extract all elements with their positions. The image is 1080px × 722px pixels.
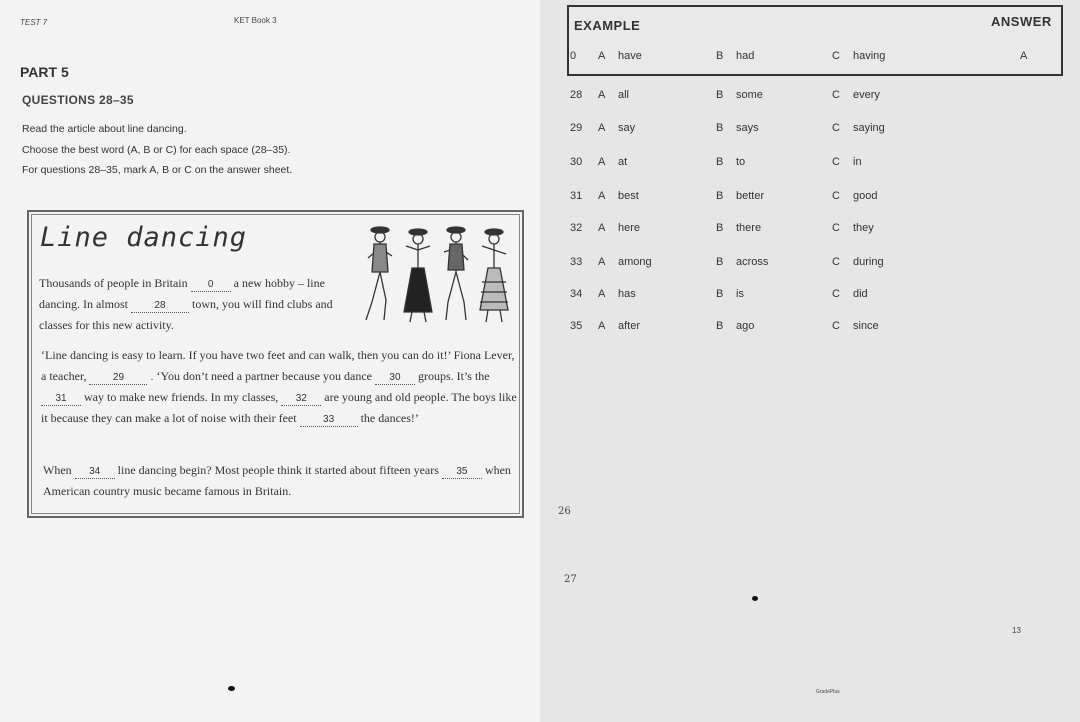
question-row — [570, 256, 1050, 276]
question-row — [570, 288, 1050, 308]
option-letter: A — [598, 122, 606, 134]
gap-29: 29 — [89, 372, 147, 385]
question-number: 30 — [570, 156, 583, 168]
article-paragraph — [41, 345, 517, 429]
text-run: Thousands of people in Britain — [39, 276, 191, 290]
question-row — [570, 222, 1050, 242]
test-label: TEST 7 — [20, 18, 48, 27]
question-row — [570, 190, 1050, 210]
option-letter: B — [716, 256, 724, 268]
text-run: way to make new friends. In my classes, — [81, 390, 282, 404]
option-c: they — [853, 222, 874, 234]
margin-mark: 26 — [558, 506, 571, 517]
text-run: a new hobby – line dancing. In almost — [39, 276, 325, 311]
gap-32: 32 — [281, 393, 321, 406]
margin-mark: 27 — [564, 574, 577, 585]
option-letter: B — [716, 222, 724, 234]
line-dancers-illustration — [356, 222, 516, 328]
option-letter: A — [598, 50, 606, 62]
question-number: 32 — [570, 222, 583, 234]
ink-dot — [228, 686, 235, 691]
option-letter: B — [716, 89, 724, 101]
option-a: among — [618, 256, 652, 268]
question-number: 31 — [570, 190, 583, 202]
option-c: having — [853, 50, 886, 62]
part-title: PART 5 — [20, 64, 69, 80]
option-c: during — [853, 256, 884, 268]
text-run: when American country music became famous in Britain. — [43, 463, 511, 498]
option-letter: C — [832, 156, 840, 168]
option-c: saying — [853, 122, 885, 134]
option-a: after — [618, 320, 641, 332]
example-row — [570, 50, 1050, 70]
option-letter: C — [832, 89, 840, 101]
option-letter: B — [716, 156, 724, 168]
question-row — [570, 320, 1050, 340]
question-row — [570, 89, 1050, 109]
option-b: better — [736, 190, 765, 202]
text-run: town, you will find clubs and classes for this new activity. — [39, 297, 333, 332]
option-letter: A — [598, 190, 606, 202]
option-letter: A — [598, 288, 606, 300]
article-title: Line dancing — [40, 222, 248, 253]
instruction-line: Read the article about line dancing. — [22, 123, 187, 135]
question-number: 0 — [570, 50, 577, 62]
option-letter: B — [716, 50, 724, 62]
option-a: at — [618, 156, 628, 168]
option-letter: B — [716, 122, 724, 134]
option-letter: B — [716, 190, 724, 202]
option-b: ago — [736, 320, 755, 332]
text-run: the dances!’ — [357, 411, 419, 425]
gap-31: 31 — [41, 393, 81, 406]
option-letter: C — [832, 222, 840, 234]
option-letter: B — [716, 320, 724, 332]
option-b: had — [736, 50, 755, 62]
question-row — [570, 122, 1050, 142]
gap-34: 34 — [75, 466, 115, 479]
option-b: says — [736, 122, 759, 134]
text-run: line dancing begin? Most people think it started about fifteen years — [114, 463, 442, 477]
option-letter: A — [598, 222, 606, 234]
text-run: . ‘You don’t need a partner because you dance — [147, 369, 375, 383]
option-c: good — [853, 190, 878, 202]
option-a: all — [618, 89, 630, 101]
option-c: did — [853, 288, 868, 300]
option-c: every — [853, 89, 880, 101]
text-run: are young and old people. The boys like it because they can make a lot of noise with their feet — [41, 390, 517, 425]
option-a: best — [618, 190, 639, 202]
option-letter: C — [832, 256, 840, 268]
text-run: groups. It’s the — [414, 369, 490, 383]
instruction-line: Choose the best word (A, B or C) for each space (28–35). — [22, 144, 291, 156]
option-c: in — [853, 156, 862, 168]
option-a: has — [618, 288, 636, 300]
option-letter: C — [832, 122, 840, 134]
questions-range: QUESTIONS 28–35 — [22, 93, 134, 107]
option-letter: A — [598, 89, 606, 101]
gap-30: 30 — [375, 372, 415, 385]
option-a: here — [618, 222, 641, 234]
page-number: 13 — [1012, 626, 1021, 635]
option-c: since — [853, 320, 879, 332]
example-answer: A — [1020, 50, 1028, 62]
option-letter: C — [832, 50, 840, 62]
option-letter: C — [832, 320, 840, 332]
question-number: 34 — [570, 288, 583, 300]
gap-0: 0 — [191, 279, 231, 292]
option-letter: C — [832, 190, 840, 202]
gap-33: 33 — [300, 414, 358, 427]
option-b: is — [736, 288, 744, 300]
question-number: 29 — [570, 122, 583, 134]
book-label: KET Book 3 — [234, 16, 277, 25]
gap-28: 28 — [131, 300, 189, 313]
question-number: 35 — [570, 320, 583, 332]
option-b: to — [736, 156, 746, 168]
option-b: some — [736, 89, 763, 101]
answer-title: ANSWER — [991, 14, 1052, 29]
example-title: EXAMPLE — [574, 18, 641, 33]
question-number: 33 — [570, 256, 583, 268]
article-paragraph — [39, 273, 339, 336]
option-letter: A — [598, 156, 606, 168]
article-paragraph — [43, 460, 513, 502]
option-b: across — [736, 256, 769, 268]
text-run: ‘Line dancing is easy to learn. If you have two feet and can walk, then you can do it!’ Fiona Lever, a teacher, — [41, 348, 515, 383]
question-row — [570, 156, 1050, 176]
footer-brand: GradePlus — [816, 689, 840, 695]
option-a: have — [618, 50, 642, 62]
text-run: When — [43, 463, 75, 477]
ink-dot — [752, 596, 758, 601]
gap-35: 35 — [442, 466, 482, 479]
option-a: say — [618, 122, 636, 134]
option-letter: C — [832, 288, 840, 300]
instruction-line: For questions 28–35, mark A, B or C on the answer sheet. — [22, 164, 293, 176]
option-letter: A — [598, 320, 606, 332]
option-b: there — [736, 222, 762, 234]
option-letter: B — [716, 288, 724, 300]
question-number: 28 — [570, 89, 583, 101]
option-letter: A — [598, 256, 606, 268]
